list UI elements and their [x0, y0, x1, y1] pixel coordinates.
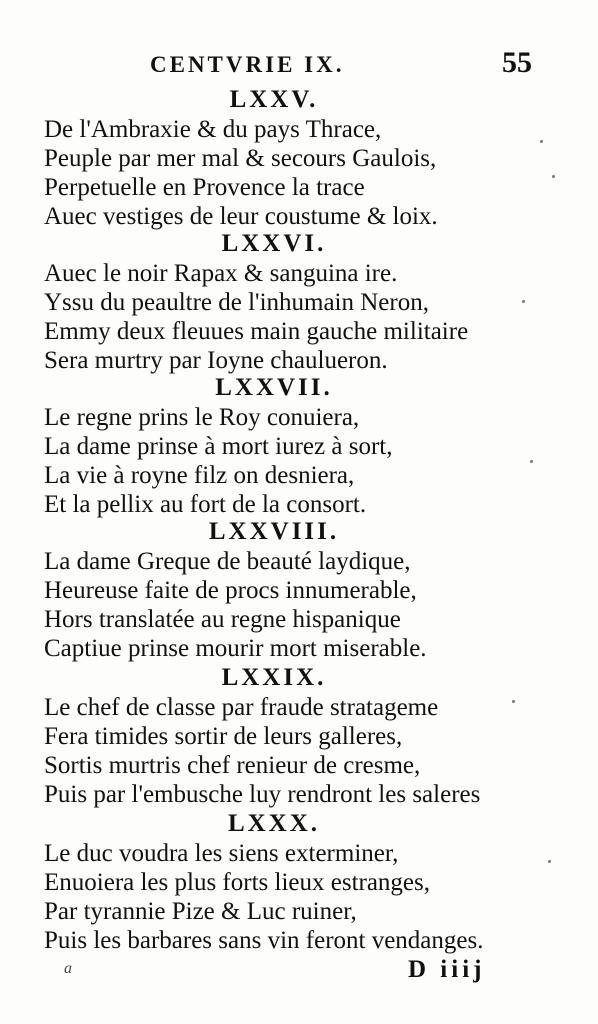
quatrain-76 [44, 230, 564, 375]
quatrain-number: LXXIX. [221, 664, 327, 691]
verse-line: Le chef de classe par fraude stratageme [44, 694, 439, 721]
verse-line: Enuoiera les plus forts lieux estranges, [44, 869, 431, 896]
verse-line: La dame prinse à mort iurez à sort, [44, 433, 393, 460]
running-head: CENTVRIE IX. [150, 52, 345, 77]
page-number: 55 [502, 46, 532, 79]
verse-line: Yssu du peaultre de l'inhumain Neron, [44, 289, 429, 316]
verse-line: Hors translatée au regne hispanique [44, 606, 401, 633]
verse-line: Fera timides sortir de leurs galleres, [44, 723, 403, 750]
verse-line: Heureuse faite de procs innumerable, [44, 577, 417, 604]
verse-line: Par tyrannie Pize & Luc ruiner, [44, 898, 357, 925]
ink-speck [548, 860, 551, 863]
verse-line: La vie à royne filz on desniera, [44, 462, 355, 489]
quatrain-number: LXXX. [227, 810, 321, 837]
verse-line: Emmy deux fleuues main gauche militaire [44, 318, 469, 345]
quatrain-number: LXXV. [229, 86, 319, 113]
verse-line: Auec vestiges de leur coustume & loix. [44, 203, 438, 230]
verse-line: Puis les barbares sans vin feront vendanges. [44, 927, 484, 954]
verse-line: Auec le noir Rapax & sanguina ire. [44, 260, 398, 287]
signature-mark: D iiij [408, 956, 486, 983]
verse-line: Et la pellix au fort de la consort. [44, 491, 367, 518]
verse-line: Le regne prins le Roy conuiera, [44, 404, 360, 431]
verse-line: Captiue prinse mourir mort miserable. [44, 635, 427, 662]
quatrain-number: LXXVI. [221, 230, 327, 257]
quatrain-number: LXXVIII. [208, 518, 340, 545]
ink-speck [522, 300, 525, 303]
verse-line: Sortis murtris chef renieur de cresme, [44, 752, 421, 779]
quatrain-75 [44, 86, 564, 231]
verse-line: Puis par l'embusche luy rendront les saleres [44, 781, 481, 808]
verse-line: Sera murtry par Ioyne chaulueron. [44, 347, 388, 374]
ink-speck [530, 460, 533, 463]
quatrain-78 [44, 518, 564, 663]
verse-line: Peuple par mer mal & secours Gaulois, [44, 145, 437, 172]
quatrain-80 [44, 810, 564, 955]
quatrain-77 [44, 374, 564, 519]
ink-speck [552, 175, 555, 178]
quatrain-79 [44, 664, 564, 809]
ink-speck [512, 700, 515, 703]
verse-line: Perpetuelle en Provence la trace [44, 174, 365, 201]
verse-line: De l'Ambraxie & du pays Thrace, [44, 116, 382, 143]
quatrain-number: LXXVII. [215, 374, 333, 401]
ink-speck [540, 140, 543, 143]
verse-line: La dame Greque de beauté laydique, [44, 548, 411, 575]
footer-mark: a [64, 960, 72, 977]
verse-line: Le duc voudra les siens exterminer, [44, 840, 399, 867]
